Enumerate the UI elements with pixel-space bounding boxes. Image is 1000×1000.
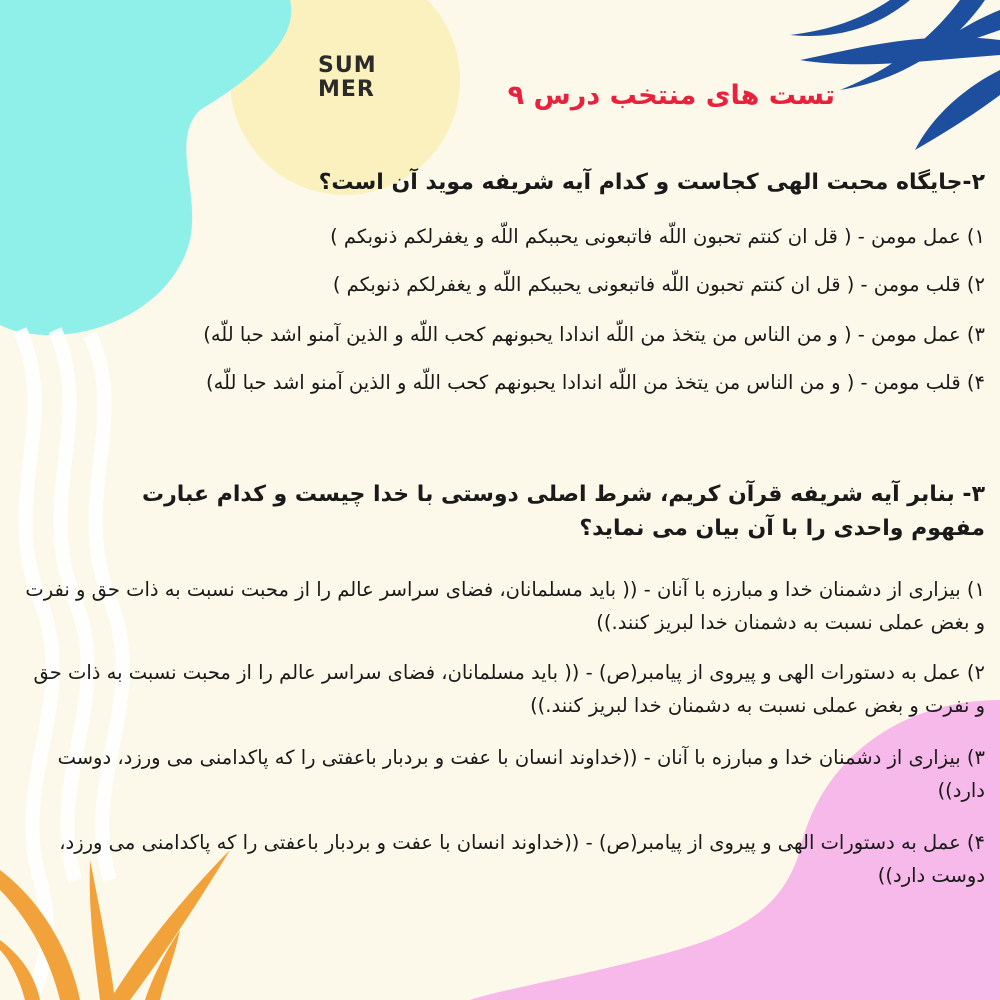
- question-3-option-1: ۱) بیزاری از دشمنان خدا و مبارزه با آنان - (( باید مسلمانان، فضای سراسر عالم را از محبت نسبت به ذات حق و نفرت و بغض عملی نسبت به دشمنان خدا لبریز کنند.)): [25, 578, 985, 634]
- question-2-option-1: ۱) عمل مومن - ( قل ان کنتم تحبون اللّه فاتبعونی یحببکم اللّه و یغفرلکم ذنوبکم ): [330, 225, 985, 248]
- page-title: تست های منتخب درس ۹: [507, 80, 835, 111]
- summer-badge: [318, 54, 377, 102]
- question-3-option-3: ۳) بیزاری از دشمنان خدا و مبارزه با آنان - ((خداوند انسان با عفت و بردبار باعفتی را که پاکدامنی می ورزد، دوست دارد)): [57, 746, 985, 802]
- badge-line: MER: [318, 77, 375, 102]
- question-3-text: ۳- بنابر آیه شریفه قرآن کریم، شرط اصلی دوستی با خدا چیست و کدام عبارت مفهوم واحدی را با آن بیان می نماید؟: [142, 482, 985, 541]
- question-3-option-4: ۴) عمل به دستورات الهی و پیروی از پیامبر(ص) - ((خداوند انسان با عفت و بردبار باعفتی را که پاکدامنی می ورزد، دوست دارد)): [59, 831, 985, 887]
- badge-line: SUM: [318, 53, 377, 78]
- question-2-option-4: ۴) قلب مومن - ( و من الناس من یتخذ من اللّه اندادا یحبونهم کحب اللّه و الذین آمنو اشد حبا للّه): [205, 371, 985, 394]
- question-2-option-3: ۳) عمل مومن - ( و من الناس من یتخذ من اللّه اندادا یحبونهم کحب اللّه و الذین آمنو اشد حبا للّه): [203, 323, 985, 346]
- question-2-text: ۲-جایگاه محبت الهی کجاست و کدام آیه شریفه موید آن است؟: [318, 170, 985, 195]
- question-3-option-2: ۲) عمل به دستورات الهی و پیروی از پیامبر(ص) - (( باید مسلمانان، فضای سراسر عالم را از محبت نسبت به ذات حق و نفرت و بغض عملی نسبت به دشمنان خدا لبریز کنند.)): [33, 661, 985, 717]
- question-2-option-2: ۲) قلب مومن - ( قل ان کنتم تحبون اللّه فاتبعونی یحببکم اللّه و یغفرلکم ذنوبکم ): [332, 273, 985, 296]
